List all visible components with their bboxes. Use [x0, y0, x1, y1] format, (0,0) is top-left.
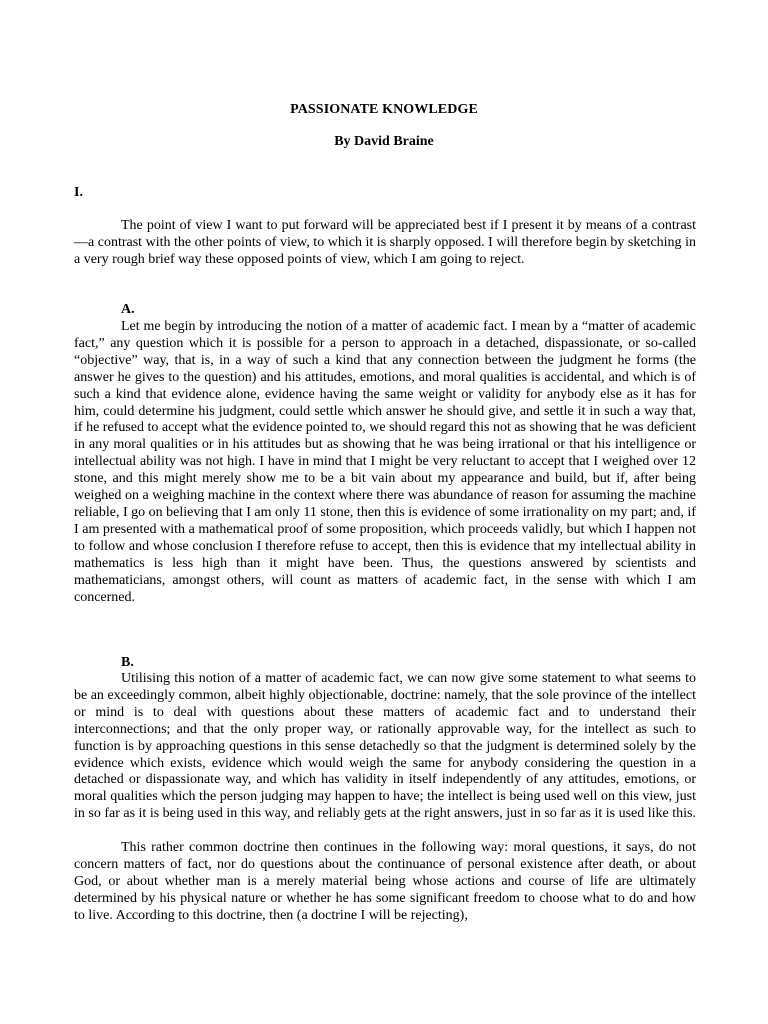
subsection-b-paragraph-1: Utilising this notion of a matter of academic fact, we can now give some statement to what seems to be an exceedingly common, albeit highly objectionable, doctrine: namely, that the sole province of the intellect or mind is to deal with questions about these matters of academic fact and to understand their interconnections; and that the only proper way, or rationally approvable way, for the intellect as such to function is by approaching questions in this sense detachedly so that the judgment is determined solely by the evidence which exists, evidence which would weigh the same for anybody considering the question in a detached or dispassionate way, and which has validity in itself independently of any attitudes, emotions, or moral qualities which the person judging may happen to have; the intellect is being used well on this view, just in so far as it is being used in this way, and reliably gets at the right answers, just in so far as it is used like this.: [74, 671, 696, 822]
intro-paragraph: The point of view I want to put forward will be appreciated best if I present it by means of a contrast—a contrast with the other points of view, to which it is sharply opposed. I will therefore begin by sketching in a very rough brief way these opposed points of view, which I am going to reject.: [74, 218, 696, 267]
subsection-heading-b: B.: [121, 655, 134, 670]
document-author: By David Braine: [334, 134, 434, 149]
subsection-b-paragraph-2: This rather common doctrine then continues in the following way: moral questions, it says, do not concern matters of fact, nor do questions about the continuance of personal existence after death, or about God, or about whether man is a merely material being whose actions and course of life are ultimately determined by his physical nature or whether he has some significant freedom to choose what to do and how to live. According to this doctrine, then (a doctrine I will be rejecting),: [74, 840, 696, 923]
section-heading-i: I.: [74, 185, 83, 200]
subsection-a-paragraph: Let me begin by introducing the notion of a matter of academic fact. I mean by a “matter of academic fact,” any question which it is possible for a person to approach in a detached, dispassionate, or so-called “objective” way, that is, in a way of such a kind that any connection between the judgment he forms (the answer he gives to the question) and his attitudes, emotions, and moral qualities is accidental, and which is of such a kind that evidence alone, evidence having the same weight or validity for anybody else as it has for him, could determine his judgment, could settle which answer he should give, and settle it in such a way that, if he refused to accept what the evidence pointed to, we should regard this not as showing that he was deficient in any moral qualities or in his attitudes but as showing that he was being irrational or that his intelligence or intellectual ability was not high. I have in mind that I might be very reluctant to accept that I weighed over 12 stone, and this might merely show me to be a bit vain about my appearance and build, but if, after being weighed on a weighing machine in the context where there was abundance of reason for assuming the machine reliable, I go on believing that I am only 11 stone, then this is evidence of some irrationality on my part; and, if I am presented with a mathematical proof of some proposition, which proceeds validly, but which I happen not to follow and whose conclusion I therefore refuse to accept, then this is evidence that my intellectual ability in mathematics is less high than it might have been. Thus, the questions answered by scientists and mathematicians, amongst others, will count as matters of academic fact, in the sense with which I am concerned.: [74, 319, 696, 605]
subsection-heading-a: A.: [121, 302, 135, 317]
document-title: PASSIONATE KNOWLEDGE: [290, 102, 478, 117]
